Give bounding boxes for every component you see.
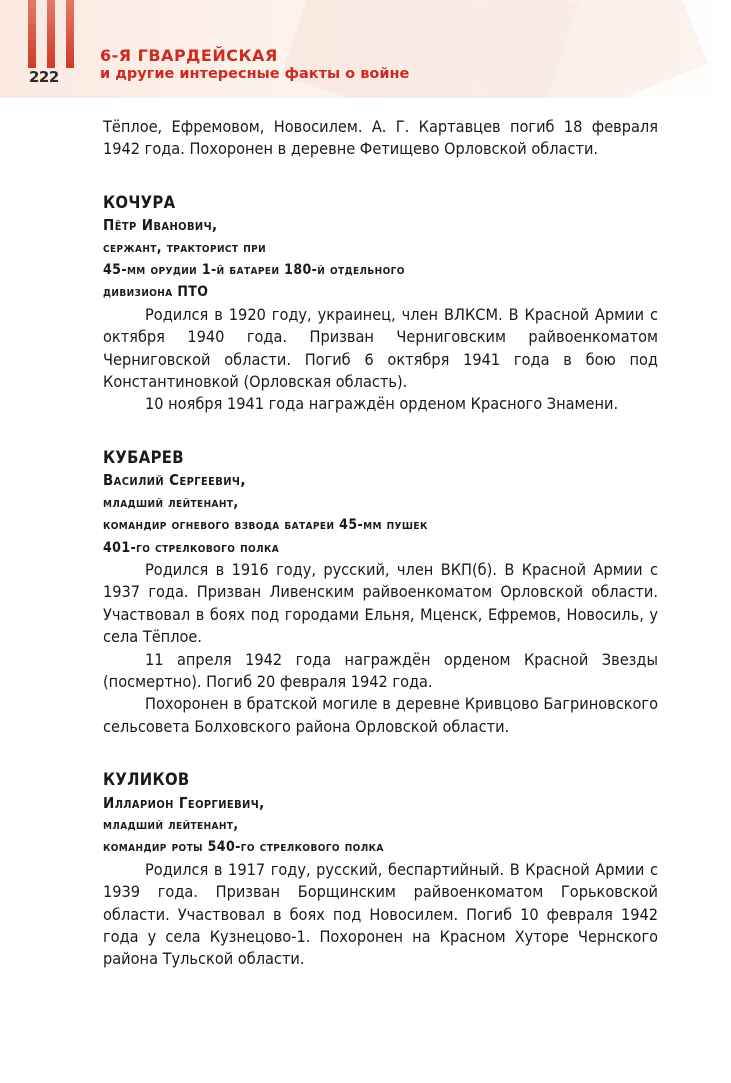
entry-name: Илларион Георгиевич, (103, 793, 265, 812)
header-decor-shape (452, 0, 708, 98)
biography-entry-kubarev (103, 447, 658, 738)
header-stripe (47, 0, 55, 68)
entry-unit: дивизиона ПТО (103, 284, 209, 301)
header-stripe (66, 0, 74, 68)
entry-paragraph: 10 ноября 1941 года награждён орденом Красного Знамени. (145, 394, 619, 414)
header-stripe (28, 0, 36, 68)
running-subtitle: и другие интересные факты о войне (100, 66, 410, 82)
biography-entry-kulikov (103, 769, 658, 971)
entry-position: командир огневого взвода батареи 45-мм пушек (103, 517, 428, 534)
entry-paragraph: Родился в 1917 году, русский, беспартийный. В Красной Армии с 1939 года. Призван Борщинским райвоенкоматом Горьковской области. Участвовал в боях под Новосилем. Погиб 10 февраля 1942 года у села Кузнецово-1. Похоронен на Красном Хуторе Чернского района Тульской области. (103, 859, 658, 969)
page-number: 222 (29, 68, 59, 86)
entry-surname: КУЛИКОВ (103, 770, 190, 790)
entry-paragraph: Родился в 1920 году, украинец, член ВЛКСМ. В Красной Армии с октября 1940 года. Призван Черниговским райвоенкоматом Черниговской области. Погиб 6 октября 1941 года в бою под Константиновкой (Орловская область). (103, 304, 658, 392)
entry-position: командир роты 540-го стрелкового полка (103, 839, 384, 856)
intro-paragraph: Тёплое, Ефремовом, Новосилем. А. Г. Картавцев погиб 18 февраля 1942 года. Похоронен в деревне Фетищево Орловской области. (103, 117, 658, 159)
biography-entry-kochura (103, 192, 658, 416)
entry-position: 45-мм орудии 1-й батареи 180-й отдельного (103, 262, 405, 279)
entry-surname: КУБАРЕВ (103, 447, 184, 467)
header-stripes-decor (28, 0, 76, 68)
page-header (0, 0, 731, 98)
entry-paragraph: Родился в 1916 году, русский, член ВКП(б). В Красной Армии с 1937 года. Призван Ливенским райвоенкоматом Орловской области. Участвовал в боях под городами Ельня, Мценск, Ефремов, Новосиль, у села Тёплое. (103, 559, 658, 647)
entry-rank: младший лейтенант, (103, 494, 239, 511)
entry-rank: младший лейтенант, (103, 816, 239, 833)
entry-paragraph: Похоронен в братской могиле в деревне Кривцово Багриновского сельсовета Болховского района Орловской области. (103, 694, 658, 736)
entry-name: Пётр Иванович, (103, 216, 218, 235)
entry-unit: 401-го стрелкового полка (103, 539, 280, 556)
entry-name: Василий Сергеевич, (103, 471, 246, 490)
entry-surname: КОЧУРА (103, 192, 176, 212)
entry-paragraph: 11 апреля 1942 года награждён орденом Красной Звезды (посмертно). Погиб 20 февраля 1942 года. (103, 649, 658, 691)
page-content (103, 116, 658, 971)
entry-rank: сержант, тракторист при (103, 239, 267, 256)
running-title: 6-Я ГВАРДЕЙСКАЯ (100, 46, 278, 65)
